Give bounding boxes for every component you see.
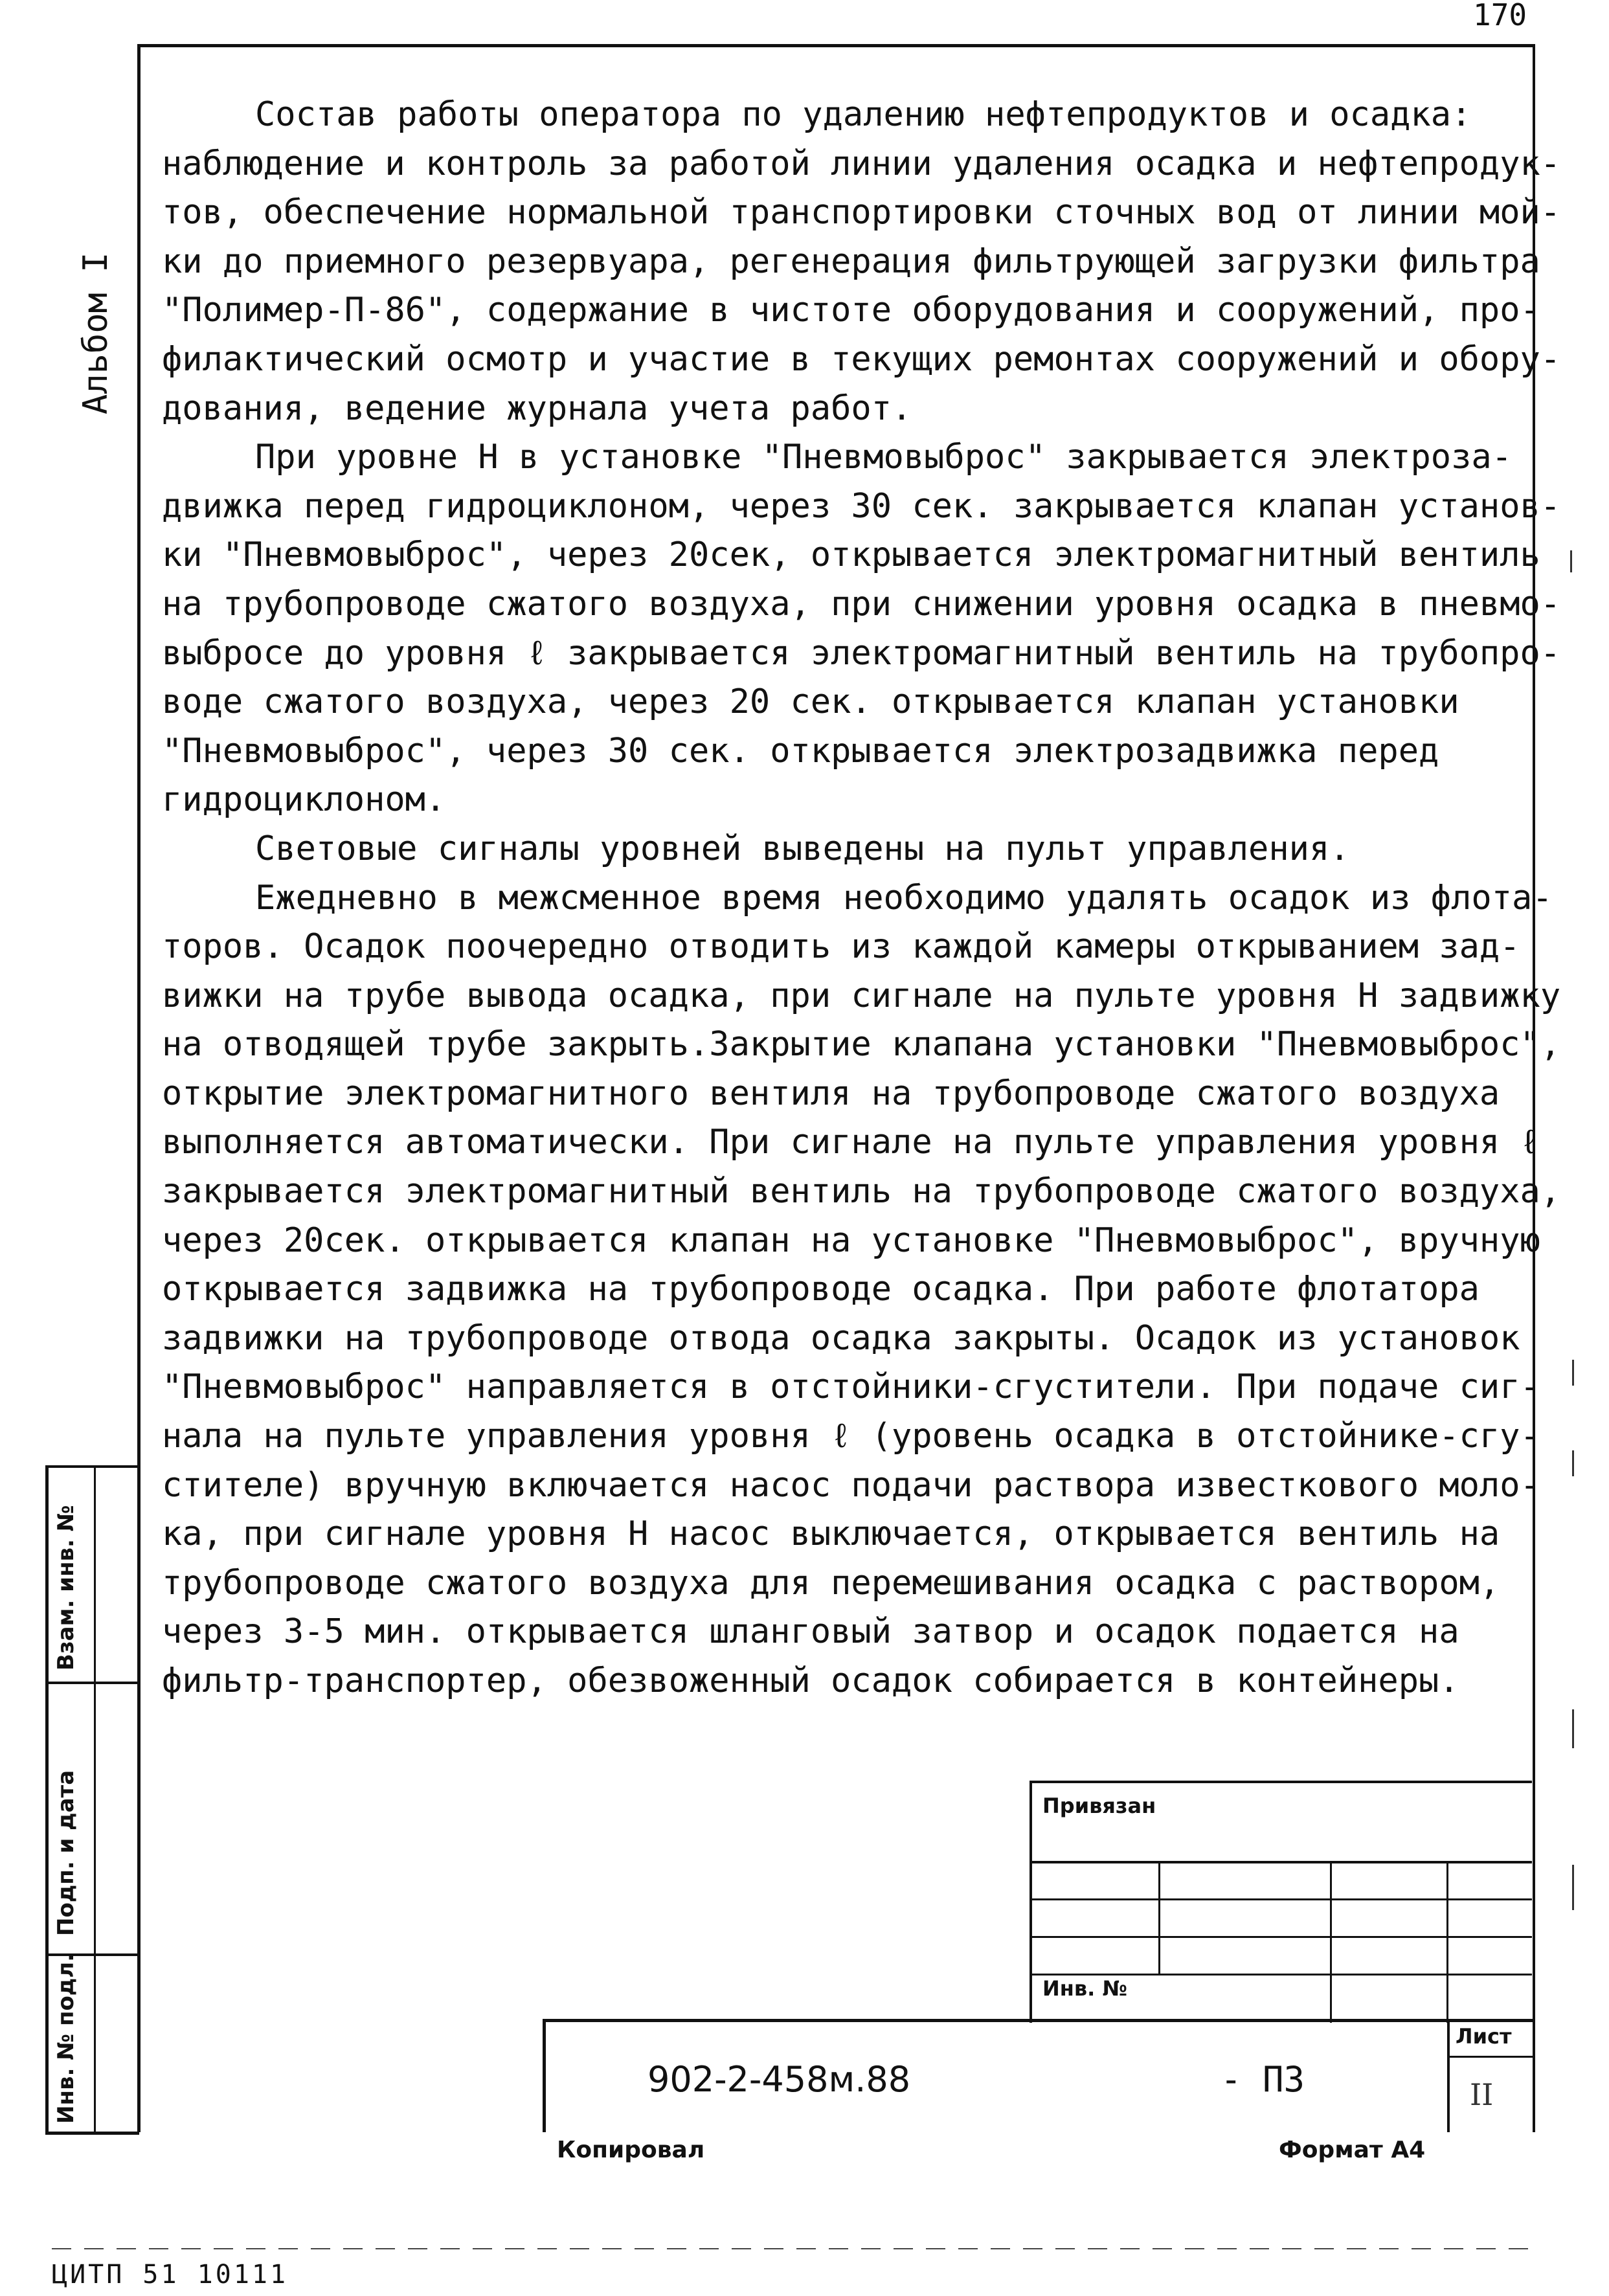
footer-code: ЦИТП 51 10111	[52, 2260, 289, 2290]
album-label: Альбом I	[76, 252, 115, 414]
document-suffix: - ПЗ	[1221, 2059, 1305, 2100]
stamp-row-line	[1032, 1898, 1532, 1900]
stamp-row-line	[1032, 1861, 1532, 1863]
body-line: воде сжатого воздуха, через 20 сек. открывается клапан установки	[162, 682, 1459, 722]
body-line: Ежедневно в межсменное время необходимо удалять осадок из флота-	[255, 878, 1553, 917]
page-number: 170	[1473, 0, 1527, 32]
body-line: "Полимер-П-86", содержание в чистоте оборудования и сооружений, про-	[162, 291, 1540, 330]
body-line: филактический осмотр и участие в текущих ремонтах сооружений и обору-	[162, 339, 1561, 379]
body-line: ка, при сигнале уровня Н насос выключается, открывается вентиль на	[162, 1514, 1500, 1554]
body-line: выбросе до уровня ℓ закрывается электромагнитный вентиль на трубопро-	[162, 633, 1561, 673]
body-line: вижки на трубе вывода осадка, при сигнале на пульте уровня Н задвижку	[162, 976, 1561, 1015]
body-line: трубопроводе сжатого воздуха для перемешивания осадка с раствором,	[162, 1563, 1500, 1603]
stamp-row-line	[1032, 1974, 1532, 1975]
body-line: ки "Пневмовыброс", через 20сек, открывается электромагнитный вентиль	[162, 535, 1540, 575]
body-line: открытие электромагнитного вентиля на трубопроводе сжатого воздуха	[162, 1074, 1500, 1113]
body-line: открывается задвижка на трубопроводе осадка. При работе флотатора	[162, 1270, 1480, 1309]
scan-mark	[1572, 1450, 1574, 1476]
podp-data-label: Подп. и дата	[53, 1770, 79, 1936]
vzam-inv-label: Взам. инв. №	[53, 1505, 79, 1671]
sheet-number: II	[1470, 2077, 1494, 2112]
scan-mark	[1572, 1360, 1574, 1386]
list-label: Лист	[1456, 2024, 1512, 2049]
inv-podl-label: Инв. № подл.	[53, 1953, 79, 2124]
body-text	[162, 91, 1561, 1706]
side-stamp-inner-col	[94, 1468, 96, 2132]
stamp-row-line	[1032, 1936, 1532, 1938]
side-stamp-divider	[49, 1682, 139, 1684]
body-line: закрывается электромагнитный вентиль на трубопроводе сжатого воздуха,	[162, 1172, 1561, 1211]
privyazan-label: Привязан	[1042, 1794, 1156, 1818]
body-line: наблюдение и контроль за работой линии удаления осадка и нефтепродук-	[162, 144, 1561, 183]
stamp-col-line	[1446, 1861, 1448, 2023]
scan-mark	[1570, 550, 1572, 572]
format-label: Формат А4	[1279, 2137, 1426, 2163]
body-line: стителе) вручную включается насос подачи раствора известкового моло-	[162, 1465, 1540, 1505]
kopiroval-label: Копировал	[557, 2137, 705, 2163]
body-line: на трубопроводе сжатого воздуха, при снижении уровня осадка в пневмо-	[162, 584, 1561, 624]
body-line: выполняется автоматически. При сигнале на пульте управления уровня ℓ	[162, 1123, 1540, 1162]
scan-mark	[1572, 1865, 1574, 1910]
body-line: тов, обеспечение нормальной транспортировки сточных вод от линии мой-	[162, 193, 1561, 232]
body-line: ки до приемного резервуара, регенерация фильтрующей загрузки фильтра	[162, 242, 1540, 281]
document-code: 902-2-458м.88	[647, 2059, 911, 2100]
body-line: через 3-5 мин. открывается шланговый затвор и осадок подается на	[162, 1612, 1459, 1652]
body-line: задвижки на трубопроводе отвода осадка закрыты. Осадок из установок	[162, 1318, 1520, 1358]
inv-no-label: Инв. №	[1042, 1976, 1127, 2001]
body-line: гидроциклоном.	[162, 780, 446, 820]
title-row-line	[1447, 2056, 1533, 2058]
body-line: нала на пульте управления уровня ℓ (уровень осадка в отстойнике-сгу-	[162, 1417, 1540, 1456]
body-line: Состав работы оператора по удалению нефтепродуктов и осадка:	[255, 95, 1472, 134]
body-line: "Пневмовыброс" направляется в отстойники-сгустители. При подаче сиг-	[162, 1367, 1540, 1407]
body-line: При уровне Н в установке "Пневмовыброс" закрывается электроза-	[255, 438, 1513, 477]
body-line: дования, ведение журнала учета работ.	[162, 388, 912, 428]
body-line: через 20сек. открывается клапан на установке "Пневмовыброс", вручную	[162, 1221, 1540, 1260]
scan-mark	[1572, 1709, 1574, 1748]
body-line: фильтр-транспортер, обезвоженный осадок собирается в контейнеры.	[162, 1661, 1459, 1700]
body-line: на отводящей трубе закрыть.Закрытие клапана установки "Пневмовыброс",	[162, 1025, 1561, 1064]
stamp-col-line	[1158, 1861, 1160, 1974]
body-line: торов. Осадок поочередно отводить из каждой камеры открыванием зад-	[162, 927, 1520, 967]
title-col-line	[1447, 2022, 1450, 2132]
body-line: движка перед гидроциклоном, через 30 сек. закрывается клапан установ-	[162, 486, 1561, 526]
body-line: "Пневмовыброс", через 30 сек. открывается электрозадвижка перед	[162, 731, 1439, 771]
body-line: Световые сигналы уровней выведены на пульт управления.	[255, 829, 1350, 868]
bottom-rule	[52, 2248, 1541, 2249]
stamp-col-line	[1330, 1861, 1332, 2023]
